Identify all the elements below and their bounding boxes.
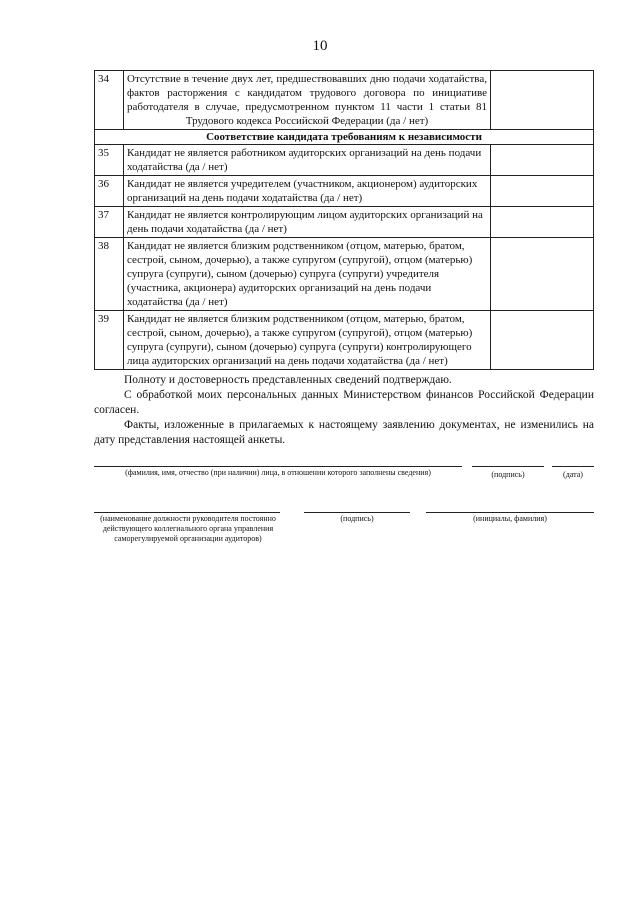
row-text: Отсутствие в течение двух лет, предшествовавших дню подачи ходатайства, фактов расторжения с кандидатом трудового договора по инициативе работодателя в случае, предусмотренном пунктом 11 части 1 статьи 81 Трудового кодекса Российской Федерации (да / нет) xyxy=(124,71,491,130)
row-number: 38 xyxy=(95,238,124,311)
row-text: Кандидат не является близким родственником (отцом, матерью, братом, сестрой, сыном, дочерью), а также супругом (супругой), отцом (матерью) супруга (супруги), сыном (дочерью) супруга (супруги) контролирующего лица аудиторских организаций на день подачи ходатайства (да / нет) xyxy=(124,311,491,370)
consent-paragraph: С обработкой моих персональных данных Министерством финансов Российской Федерации согласен. xyxy=(94,389,594,416)
table-row xyxy=(95,145,594,176)
row-text: Кандидат не является учредителем (участником, акционером) аудиторских организаций на день подачи ходатайства (да / нет) xyxy=(124,176,491,207)
answer-cell[interactable] xyxy=(491,207,594,238)
section-header-row xyxy=(95,130,594,145)
answer-cell[interactable] xyxy=(491,311,594,370)
answer-cell[interactable] xyxy=(491,238,594,311)
sign-label: (подпись) xyxy=(491,470,525,479)
position-label: (наименование должности руководителя постоянно действующего коллегиального органа управления саморегулируемой организации аудиторов) xyxy=(100,514,276,543)
initials-label: (инициалы, фамилия) xyxy=(473,514,547,523)
row-text: Кандидат не является работником аудиторских организаций на день подачи ходатайства (да / нет) xyxy=(124,145,491,176)
confirmation-paragraph: Полноту и достоверность представленных сведений подтверждаю. xyxy=(124,374,452,386)
row-text: Кандидат не является контролирующим лицом аудиторских организаций на день подачи ходатайства (да / нет) xyxy=(124,207,491,238)
answer-cell[interactable] xyxy=(491,71,594,130)
row-number: 37 xyxy=(95,207,124,238)
table-row xyxy=(95,238,594,311)
date-label: (дата) xyxy=(563,470,583,479)
answer-cell[interactable] xyxy=(491,176,594,207)
facts-paragraph: Факты, изложенные в прилагаемых к настоящему заявлению документах, не изменились на дату представления настоящей анкеты. xyxy=(94,419,594,446)
sign2-signature-line[interactable] xyxy=(304,512,410,513)
row-number: 36 xyxy=(95,176,124,207)
table-row xyxy=(95,311,594,370)
table-row xyxy=(95,176,594,207)
table-row xyxy=(95,71,594,130)
row-number: 34 xyxy=(95,71,124,130)
table-row xyxy=(95,207,594,238)
answer-cell[interactable] xyxy=(491,145,594,176)
position-signature-line[interactable] xyxy=(94,512,280,513)
name-label: (фамилия, имя, отчество (при наличии) лица, в отношении которого заполнены сведения) xyxy=(125,468,431,477)
initials-signature-line[interactable] xyxy=(426,512,594,513)
date-signature-line[interactable] xyxy=(552,466,594,467)
row-text: Кандидат не является близким родственником (отцом, матерью, братом, сестрой, сыном, дочерью), а также супругом (супругой), отцом (матерью) супруга (супруги), сыном (дочерью) супруга (супруги) учредителя (участника, акционера) аудиторских организаций на день подачи ходатайства (да / нет) xyxy=(124,238,491,311)
row-number: 35 xyxy=(95,145,124,176)
sign-signature-line[interactable] xyxy=(472,466,544,467)
section-header: Соответствие кандидата требованиям к независимости xyxy=(95,130,594,145)
sign2-label: (подпись) xyxy=(340,514,374,523)
name-signature-line[interactable] xyxy=(94,466,462,467)
candidate-form-table xyxy=(94,70,594,370)
page-number: 10 xyxy=(312,38,328,54)
row-number: 39 xyxy=(95,311,124,370)
